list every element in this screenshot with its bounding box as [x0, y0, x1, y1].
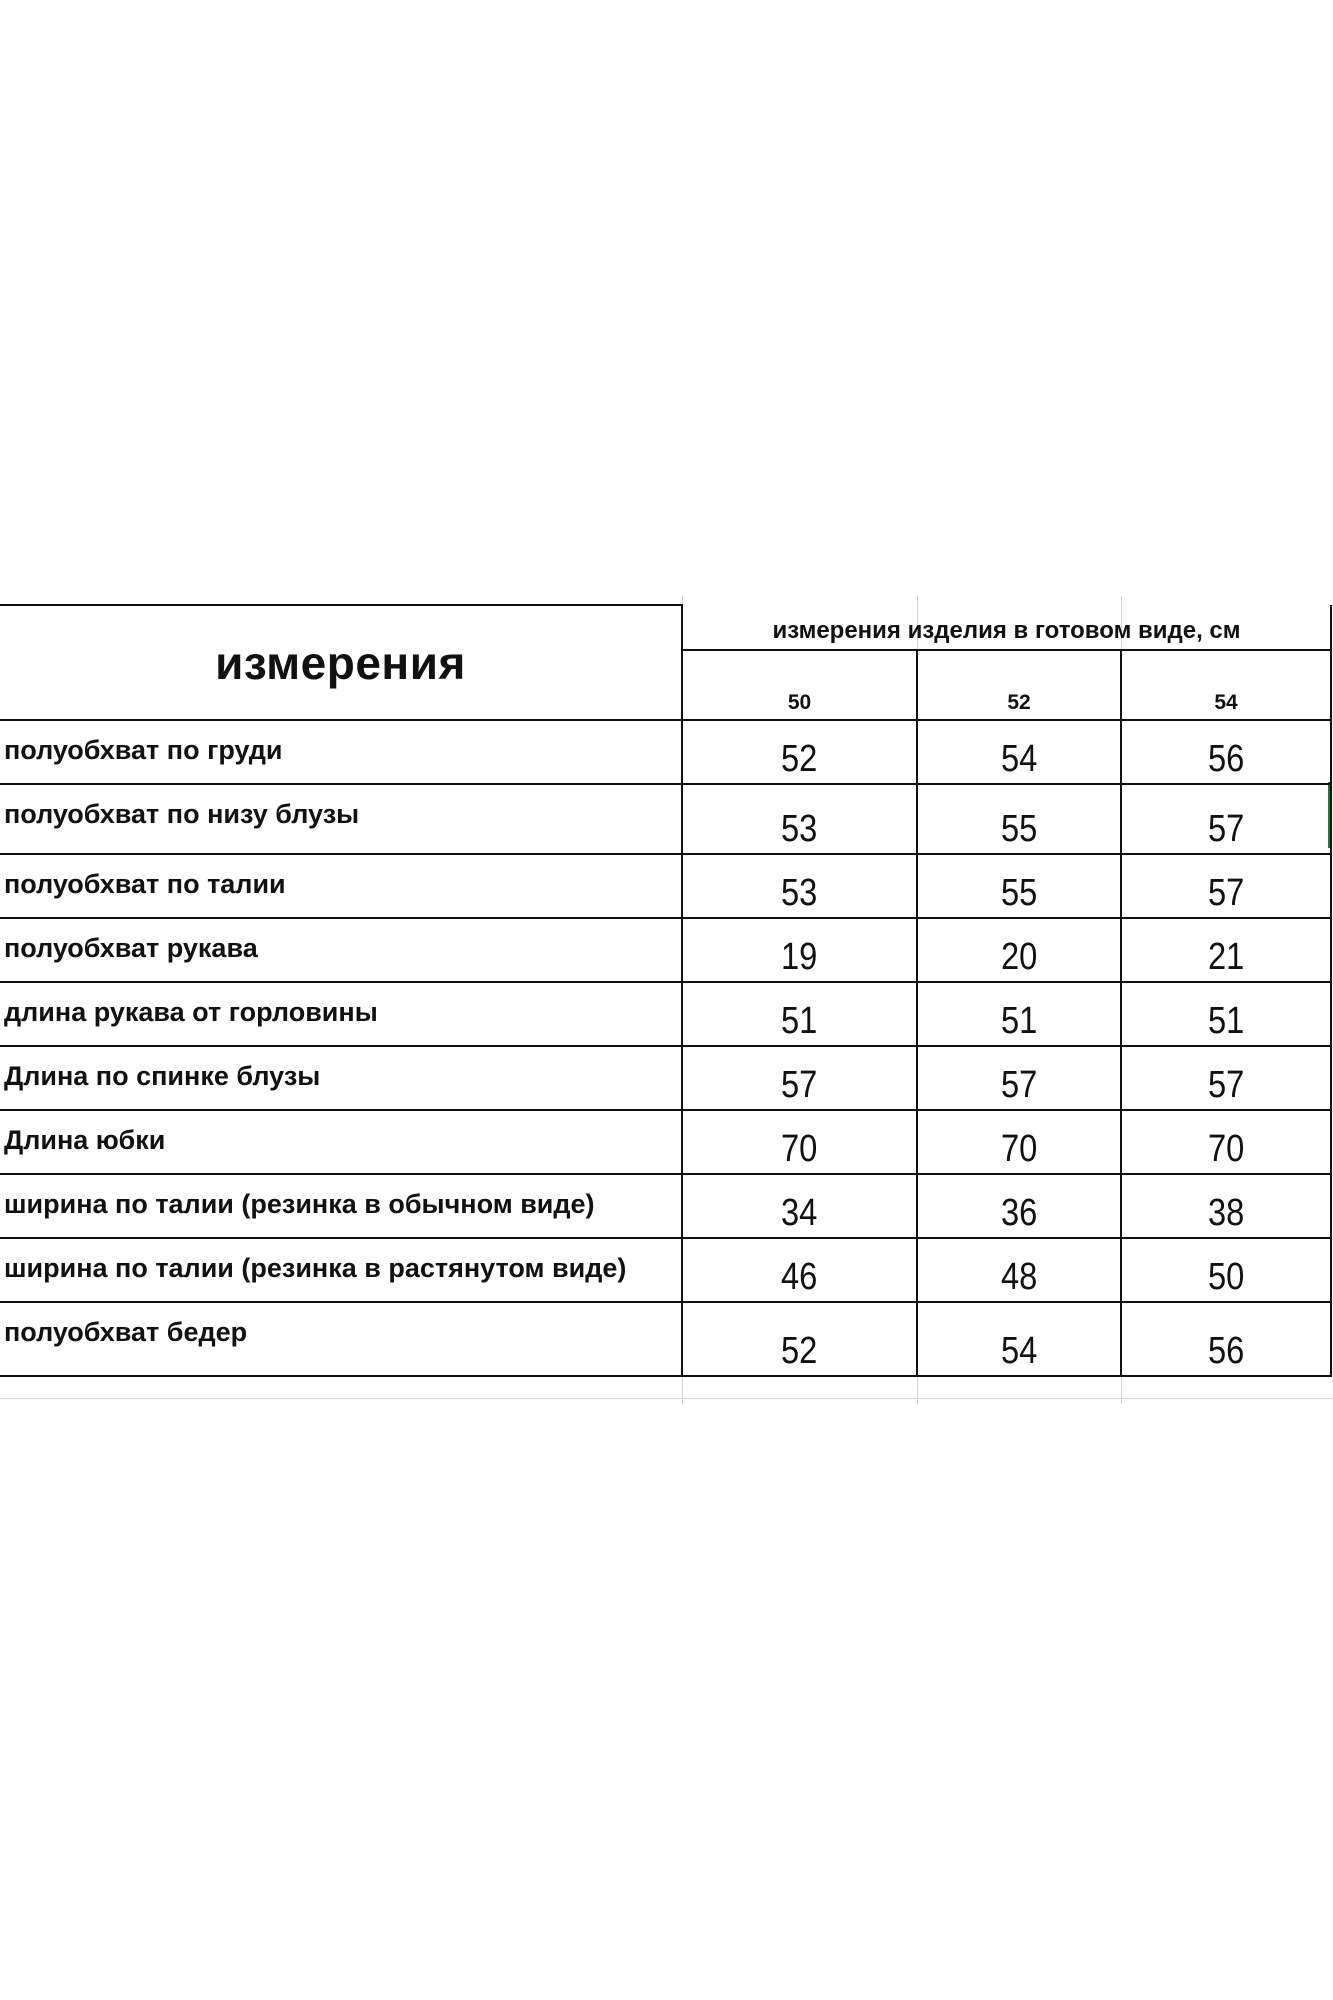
size-header: 54	[1121, 650, 1331, 720]
measurement-value	[917, 1174, 1121, 1238]
table-row	[0, 982, 1331, 1046]
measurement-value	[917, 1110, 1121, 1174]
measurement-value	[1121, 720, 1331, 784]
measurement-value	[1121, 1110, 1331, 1174]
measurement-value	[682, 918, 917, 982]
measurement-value-text: 57	[781, 1064, 818, 1106]
measurement-value	[1121, 854, 1331, 918]
measurement-value-text: 53	[781, 872, 818, 914]
measurement-value	[917, 918, 1121, 982]
measurement-value	[917, 854, 1121, 918]
measurement-value	[917, 1238, 1121, 1302]
measurement-label: полуобхват по низу блузы	[0, 784, 682, 854]
measurement-value	[917, 1046, 1121, 1110]
measurement-label: полуобхват бедер	[0, 1302, 682, 1376]
measurement-value-text: 51	[781, 1000, 818, 1042]
group-heading: измерения изделия в готовом виде, см	[682, 605, 1331, 650]
measurement-label: ширина по талии (резинка в обычном виде)	[0, 1174, 682, 1238]
header-row	[0, 605, 1331, 650]
measurement-value	[682, 1302, 917, 1376]
measurement-value-text: 54	[1000, 738, 1038, 780]
table-row	[0, 1238, 1331, 1302]
measurement-value	[1121, 982, 1331, 1046]
measurement-value-text: 56	[1207, 1330, 1245, 1372]
table-row	[0, 918, 1331, 982]
measurement-value-text: 70	[1000, 1128, 1038, 1170]
measurement-value-text: 57	[1207, 1064, 1245, 1106]
measurement-value	[682, 1174, 917, 1238]
measurement-value-text: 52	[781, 1330, 818, 1372]
measurement-value-text: 50	[1207, 1256, 1245, 1298]
measurement-value-text: 54	[1000, 1330, 1038, 1372]
measurement-value-text: 20	[1000, 936, 1038, 978]
measurement-value-text: 21	[1207, 936, 1245, 978]
measurement-value-text: 56	[1207, 738, 1245, 780]
table-row	[0, 1046, 1331, 1110]
measurement-label: полуобхват рукава	[0, 918, 682, 982]
measurement-value	[1121, 1302, 1331, 1376]
measurement-value	[682, 1238, 917, 1302]
size-table	[0, 604, 1332, 1377]
measurement-value	[682, 720, 917, 784]
table-row	[0, 1174, 1331, 1238]
gridline	[0, 1398, 1333, 1399]
measurement-value	[917, 720, 1121, 784]
measurement-value	[917, 1302, 1121, 1376]
measurement-label: Длина по спинке блузы	[0, 1046, 682, 1110]
measurement-value-text: 57	[1000, 1064, 1038, 1106]
measurement-value	[917, 982, 1121, 1046]
measurement-value	[1121, 784, 1331, 854]
measurement-value-text: 48	[1000, 1256, 1038, 1298]
measurement-value-text: 55	[1000, 808, 1038, 850]
measurement-value-text: 70	[781, 1128, 818, 1170]
measurement-value	[682, 784, 917, 854]
measurement-value	[1121, 918, 1331, 982]
measurement-value	[682, 1046, 917, 1110]
measurement-value	[1121, 1238, 1331, 1302]
main-heading: измерения	[0, 605, 682, 720]
measurement-value-text: 36	[1000, 1192, 1038, 1234]
measurement-value-text: 51	[1207, 1000, 1245, 1042]
measurement-value	[682, 982, 917, 1046]
measurement-value	[917, 784, 1121, 854]
table-row	[0, 1110, 1331, 1174]
table-row	[0, 720, 1331, 784]
measurement-value-text: 53	[781, 808, 818, 850]
measurement-label: полуобхват по груди	[0, 720, 682, 784]
measurement-value-text: 57	[1207, 808, 1245, 850]
measurement-value-text: 38	[1207, 1192, 1245, 1234]
table-row	[0, 784, 1331, 854]
measurement-value-text: 52	[781, 738, 818, 780]
measurement-value-text: 19	[781, 936, 818, 978]
table-row	[0, 854, 1331, 918]
measurement-value-text: 55	[1000, 872, 1038, 914]
measurement-label: ширина по талии (резинка в растянутом виде)	[0, 1238, 682, 1302]
measurement-value-text: 46	[781, 1256, 818, 1298]
size-header: 52	[917, 650, 1121, 720]
measurement-value	[1121, 1046, 1331, 1110]
table-row	[0, 1302, 1331, 1376]
measurement-value-text: 51	[1000, 1000, 1038, 1042]
measurement-label: Длина юбки	[0, 1110, 682, 1174]
measurement-value	[682, 1110, 917, 1174]
measurement-value	[1121, 1174, 1331, 1238]
measurement-label: длина рукава от горловины	[0, 982, 682, 1046]
measurement-value-text: 34	[781, 1192, 818, 1234]
size-header: 50	[682, 650, 917, 720]
measurement-value-text: 57	[1207, 872, 1245, 914]
measurement-value-text: 70	[1207, 1128, 1245, 1170]
measurement-value	[682, 854, 917, 918]
measurement-label: полуобхват по талии	[0, 854, 682, 918]
